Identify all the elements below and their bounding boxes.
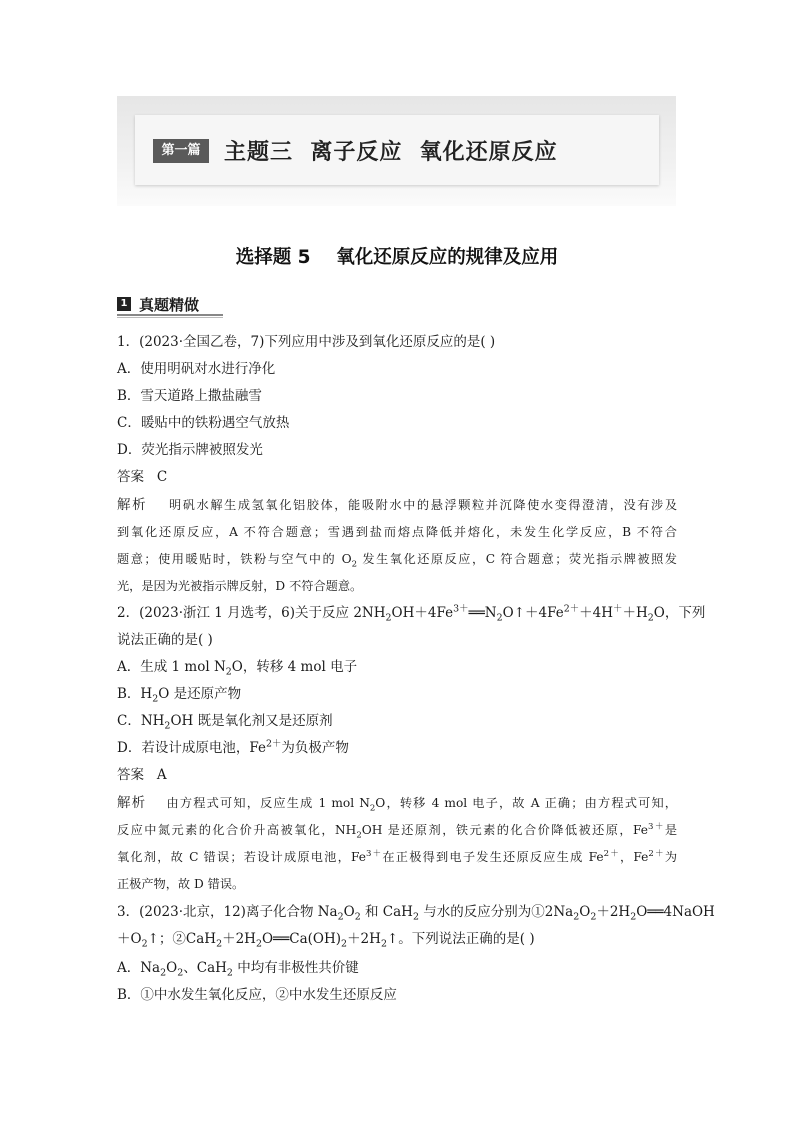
question-3-stem (117, 902, 715, 923)
answer-label: 答案 (117, 767, 144, 783)
subscript: 2 (255, 938, 262, 950)
answer-label: 答案 (117, 469, 144, 485)
subscript: 2 (496, 612, 503, 624)
stem-text: ══N (468, 605, 497, 621)
analysis-text: 为 (664, 850, 677, 864)
question-3-stem-line-2 (117, 929, 677, 949)
option-text: 为负极产物 (281, 740, 349, 756)
subscript: 2 (351, 559, 358, 570)
option-text: O 是还原产物 (158, 686, 242, 702)
subscript: 2 (369, 803, 376, 814)
subsection-underline (117, 314, 223, 316)
question-2-option-b (117, 684, 677, 704)
option-text: OH 既是氧化剂又是还原剂 (170, 713, 333, 729)
analysis-text: 明矾水解生成氢氧化铝胶体，能吸附水中的悬浮颗粒并沉降使水变得澄清，没有涉及 (169, 498, 678, 512)
option-text: O (166, 960, 178, 976)
question-2-stem-line-2: 说法正确的是( ) (117, 632, 213, 648)
stem-text: O↑＋4Fe (502, 605, 564, 621)
superscript: 3＋ (366, 848, 383, 859)
subscript: 2 (341, 938, 348, 950)
analysis-text: O，转移 4 mol 电子，故 A 正确；由方程式可知， (375, 796, 677, 810)
question-2-option-c (117, 711, 677, 731)
question-1-analysis-line-1 (117, 495, 677, 515)
stem-text: ＋2H (596, 904, 631, 920)
subsection-label: 真题精做 (139, 296, 200, 314)
volume-tag: 第一篇 (153, 139, 209, 163)
subscript: 2 (225, 666, 232, 678)
analysis-text: 氧化剂，故 C 错误；若设计成原电池，Fe (117, 850, 366, 864)
superscript: 3＋ (647, 821, 665, 832)
subscript: 2 (647, 612, 654, 624)
stem-text: ＋2H (347, 931, 381, 947)
subsection-number-icon: 1 (117, 297, 131, 311)
option-text: A．生成 1 mol N (117, 659, 226, 675)
subscript: 2 (141, 938, 148, 950)
question-2-analysis-line-4: 正极产物，故 D 错误。 (117, 877, 245, 891)
option-text: B．H (117, 686, 153, 702)
stem-text: ↑。下列说法正确的是( ) (386, 931, 535, 947)
stem-text: ＋4H (579, 605, 614, 621)
question-1-analysis-line-2: 到氧化还原反应，A 不符合题意；雪遇到盐而熔点降低并熔化，未发生化学反应，B 不符合 (117, 525, 677, 539)
subscript: 2 (380, 938, 387, 950)
analysis-text: OH 是还原剂，铁元素的化合价降低被还原，Fe (361, 823, 648, 837)
subsection-underline-thin (117, 317, 223, 318)
analysis-text: 反应中氮元素的化合价升高被氧化，NH (117, 823, 357, 837)
question-1-option-c: C．暖贴中的铁粉遇空气放热 (117, 415, 290, 431)
analysis-text: 由方程式可知，反应生成 1 mol N (166, 796, 370, 810)
stem-text: O (343, 904, 355, 920)
superscript: 2＋ (265, 738, 282, 750)
question-3-option-a (117, 958, 677, 978)
stem-text: O══4NaOH (636, 904, 715, 920)
stem-text: ↑；②CaH (147, 931, 217, 947)
subscript: 2 (356, 830, 362, 841)
question-2-analysis-line-1 (117, 793, 677, 813)
subscript: 2 (226, 967, 233, 979)
superscript: 2＋ (563, 603, 580, 615)
question-1-option-a: A．使用明矾对水进行净化 (117, 361, 276, 377)
section-title: 选择题 5 氧化还原反应的规律及应用 (235, 247, 559, 268)
stem-text: ＋H (622, 605, 648, 621)
superscript: 3＋ (453, 603, 469, 615)
option-text: 中均有非极性共价键 (232, 960, 359, 976)
question-2-answer (117, 765, 677, 785)
option-text: C．NH (117, 713, 165, 729)
stem-text: 3．(2023·北京，12)离子化合物 Na (117, 904, 338, 920)
question-1-option-d: D．荧光指示牌被照发光 (117, 442, 263, 458)
stem-text: 与水的反应分别为①2Na (418, 904, 574, 920)
theme-title: 主题三 离子反应 氧化还原反应 (224, 140, 558, 165)
analysis-text: 发生氧化还原反应，C 符合题意；荧光指示牌被照发 (357, 552, 677, 566)
stem-text: O (579, 904, 591, 920)
subscript: 2 (354, 911, 361, 923)
superscript: 2＋ (648, 848, 665, 859)
question-1-analysis-line-3 (117, 549, 677, 569)
question-2-analysis-line-2 (117, 820, 677, 840)
question-2-stem (117, 603, 706, 624)
subscript: 2 (385, 612, 392, 624)
subscript: 2 (630, 911, 637, 923)
stem-text: OH＋4Fe (391, 605, 454, 621)
stem-text: ＋2H (222, 931, 256, 947)
option-text: 、CaH (183, 960, 227, 976)
subscript: 2 (337, 911, 344, 923)
question-1-analysis-line-4: 光，是因为光被指示牌反射，D 不符合题意。 (117, 579, 363, 593)
superscript: ＋ (613, 603, 623, 615)
subscript: 2 (152, 693, 159, 705)
subscript: 2 (590, 911, 597, 923)
subscript: 2 (160, 967, 167, 979)
answer-value: A (156, 767, 167, 783)
question-1-option-b: B．雪天道路上撒盐融雪 (117, 388, 262, 404)
stem-text: ＋O (117, 931, 142, 947)
answer-value: C (156, 469, 168, 485)
option-text: A．Na (117, 960, 161, 976)
question-1-stem: 1．(2023·全国乙卷，7)下列应用中涉及到氧化还原反应的是( ) (117, 334, 496, 350)
option-text: O，转移 4 mol 电子 (231, 659, 358, 675)
subscript: 2 (573, 911, 580, 923)
question-3-option-b: B．①中水发生氧化反应，②中水发生还原反应 (117, 987, 397, 1003)
option-text: D．若设计成原电池，Fe (117, 740, 266, 756)
question-1-answer (117, 467, 677, 487)
analysis-label: 解析 (117, 497, 148, 513)
stem-text: 和 CaH (360, 904, 413, 920)
analysis-text: 题意；使用暖贴时，铁粉与空气中的 O (117, 552, 352, 566)
subscript: 2 (164, 720, 171, 732)
analysis-label: 解析 (117, 795, 147, 811)
superscript: 2＋ (603, 848, 620, 859)
question-2-analysis-line-3 (117, 847, 677, 867)
subscript: 2 (216, 938, 223, 950)
analysis-text: 是 (664, 823, 677, 837)
subscript: 2 (412, 911, 419, 923)
question-2-option-a (117, 657, 677, 677)
stem-text: O，下列 (653, 605, 706, 621)
stem-text: 2．(2023·浙江 1 月选考，6)关于反应 2NH (117, 605, 386, 621)
subscript: 2 (177, 967, 184, 979)
question-2-option-d (117, 738, 677, 758)
analysis-text: ，Fe (619, 850, 649, 864)
stem-text: O══Ca(OH) (261, 931, 342, 947)
analysis-text: 在正极得到电子发生还原反应生成 Fe (382, 850, 604, 864)
